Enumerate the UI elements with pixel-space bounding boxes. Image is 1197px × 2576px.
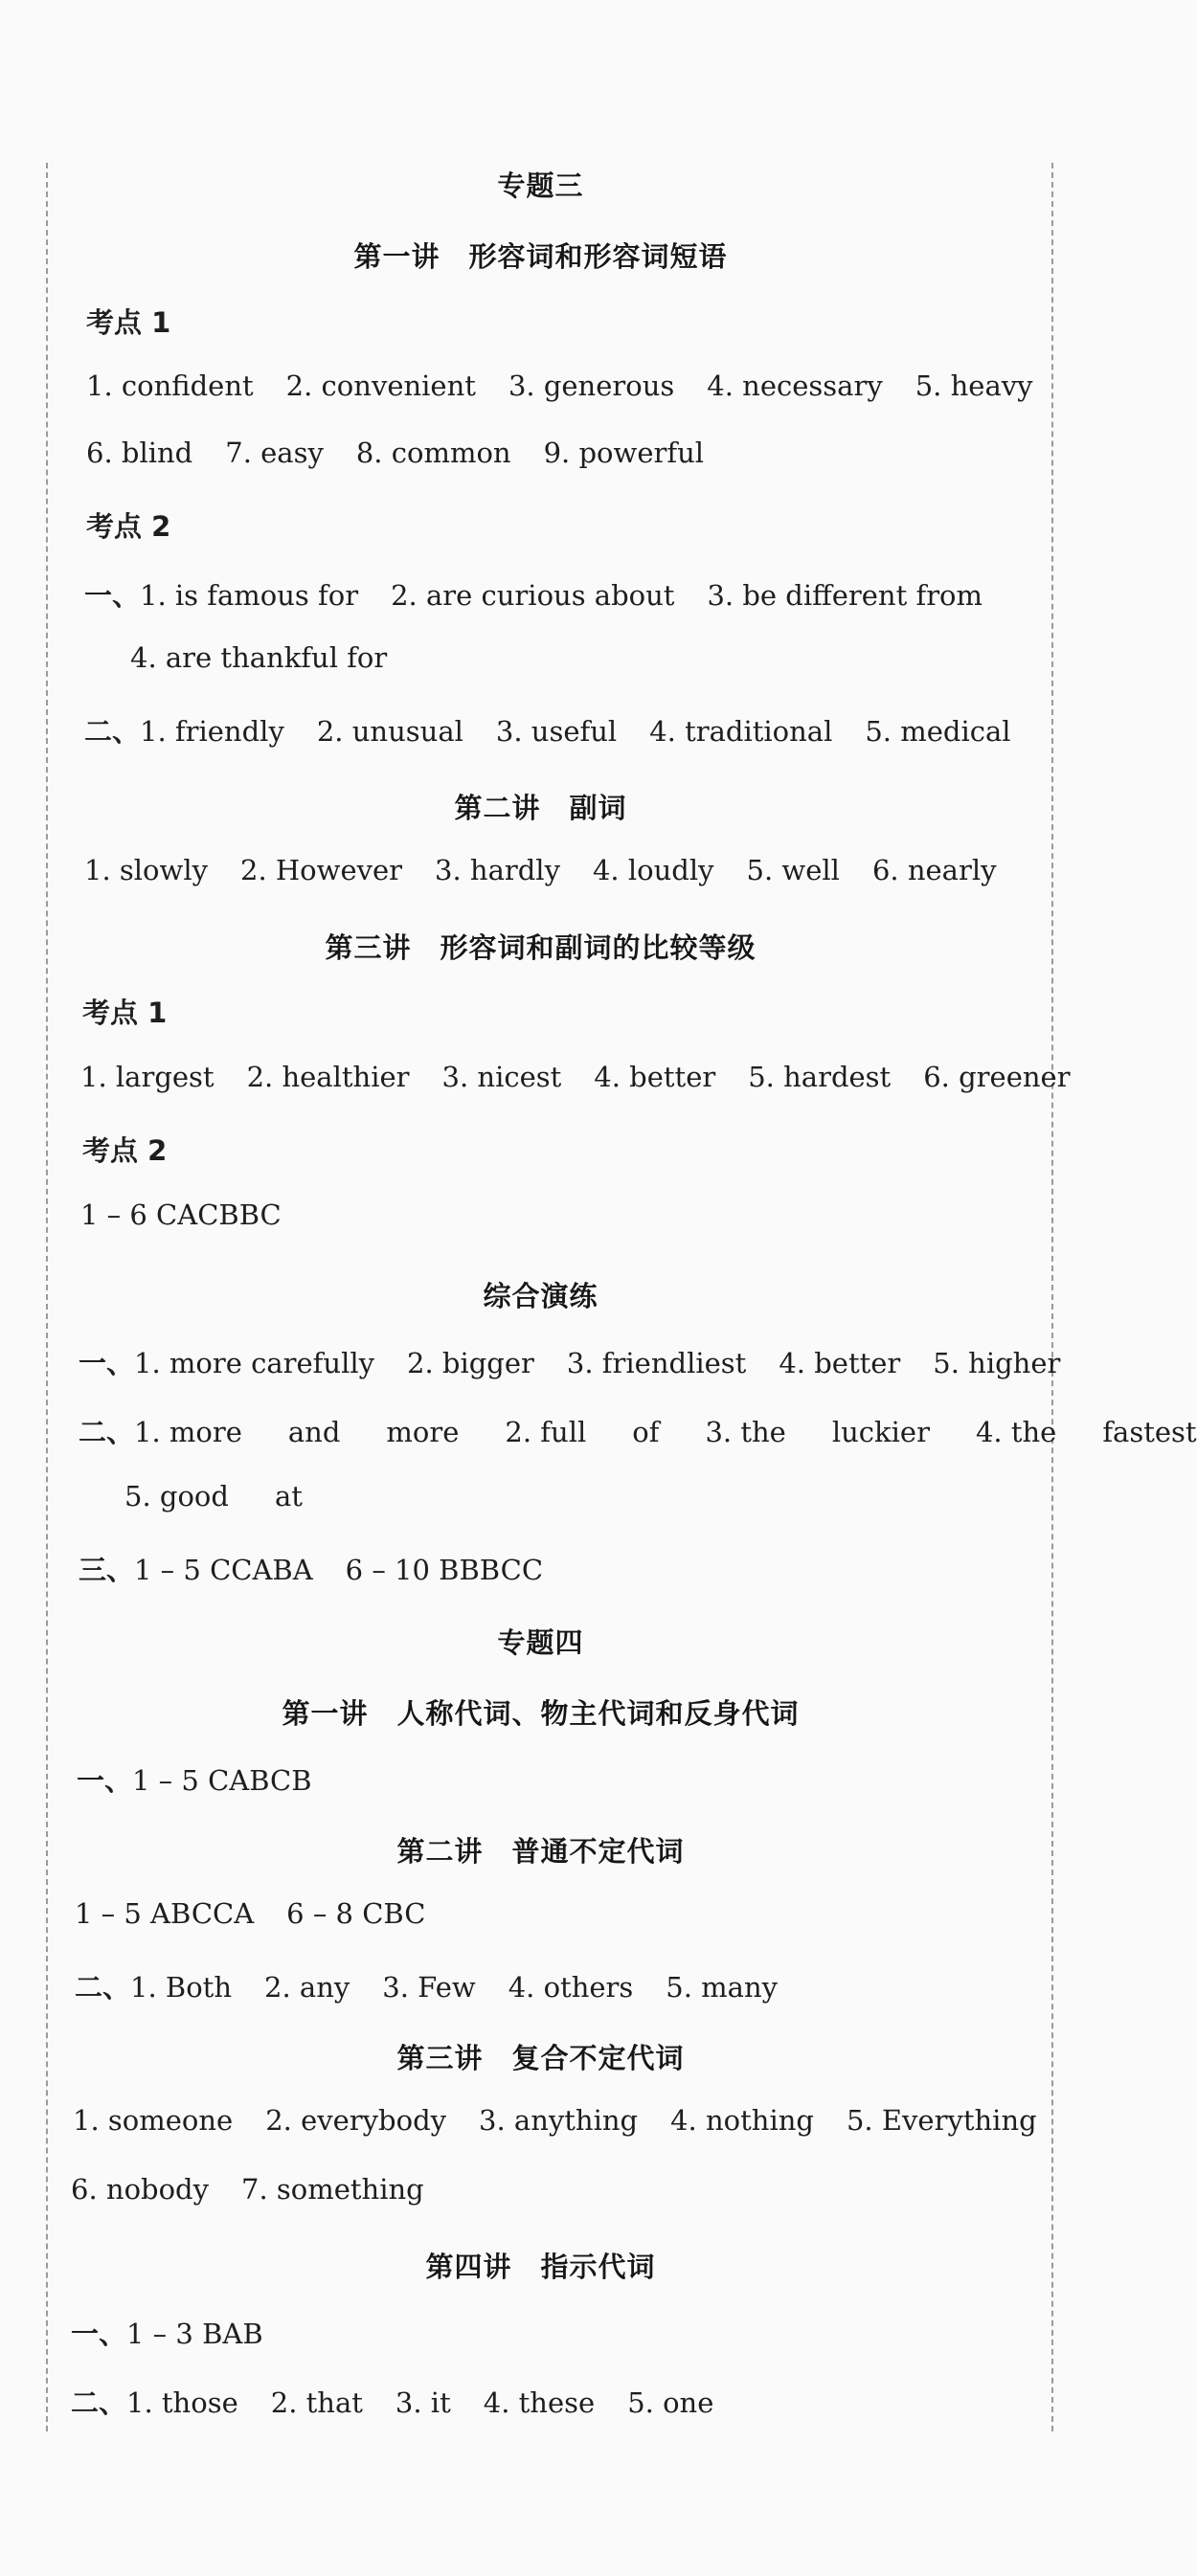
answer-item: 4. traditional [649,715,833,748]
answer-item: 2. convenient [285,370,476,402]
answer-item: 5. medical [865,715,1011,748]
section-prefix: 三、 [79,1554,135,1586]
answer-item: 2. everybody [265,2104,447,2137]
topic3-l3-kp2-row: 1 – 6 CACBBC [80,1198,282,1231]
answer-item: 3. the [705,1416,786,1448]
answer-item: 4. nothing [670,2104,814,2137]
answer-item: 1. slowly [84,854,208,886]
answer-item: 3. be different from [707,579,983,612]
answer-item: 6. blind [86,437,193,469]
topic4-l3-row2 [71,2173,424,2206]
answer-item: 6. nearly [871,854,997,886]
topic4-l1-part1 [77,1759,312,1799]
topic4-lesson2-title: 第二讲 普通不定代词 [396,1835,685,1868]
answer-item: 5. heavy [915,370,1033,402]
section-prefix: 一、 [77,1764,133,1797]
answer-item: of [632,1416,660,1448]
answer-item: luckier [831,1416,930,1448]
answer-item: 6 – 8 CBC [286,1897,426,1930]
topic4-l2-part2 [75,1966,778,2005]
answer-item: 6 – 10 BBBCC [345,1554,544,1586]
topic4-l4-part2 [71,2382,713,2421]
answer-item: 4. better [779,1347,901,1379]
topic3-l1-kp2-part1-cont [130,641,387,674]
answer-item: 2. healthier [246,1061,410,1093]
topic3-l1-kp2-label: 考点 2 [86,510,171,543]
topic4-l4-part1 [71,2313,263,2352]
answer-item: 9. powerful [543,437,705,469]
answer-item: 3. useful [495,715,618,748]
topic4-l2-row [75,1897,425,1930]
section-prefix: 一、 [71,2318,127,2350]
topic4-title: 专题四 [497,1626,584,1659]
topic4-l3-row1 [73,2104,1037,2137]
topic3-l3-kp1-row [80,1061,1071,1093]
answer-item: 4. these [483,2386,596,2419]
topic3-l1-kp1-row1 [86,370,1033,402]
answer-item: 4. necessary [707,370,883,402]
topic3-practice-part2-cont [124,1480,303,1512]
topic3-l1-kp1-label: 考点 1 [86,306,171,339]
answer-item: 4. are thankful for [130,641,388,674]
topic4-lesson3-title: 第三讲 复合不定代词 [396,2042,685,2074]
answer-item: 1. confident [86,370,254,402]
answer-item: 3. anything [479,2104,639,2137]
section-prefix: 一、 [79,1347,135,1379]
answer-item: more [386,1416,460,1448]
answer-item: 3. nicest [441,1061,562,1093]
answer-item: 1. largest [80,1061,215,1093]
topic4-lesson1-title: 第一讲 人称代词、物主代词和反身代词 [282,1697,800,1730]
section-prefix: 二、 [84,715,141,748]
topic3-l2-row [84,854,996,886]
answer-item: 1. more carefully [134,1347,375,1379]
answer-item: 7. something [241,2173,424,2206]
answer-item: 4. loudly [592,854,714,886]
answer-item: 4. others [508,1971,634,2004]
answer-item: 3. generous [508,370,675,402]
topic3-lesson1-title: 第一讲 形容词和形容词短语 [353,240,728,273]
answer-item: 2. unusual [316,715,463,748]
section-prefix: 二、 [75,1971,131,2004]
answer-item: 2. are curious about [391,579,675,612]
answer-item: 5. higher [933,1347,1061,1379]
answer-item: 1 – 5 CABCB [132,1764,312,1797]
answer-item: 1. is famous for [140,579,359,612]
answer-item: 4. better [594,1061,716,1093]
topic3-practice-part2 [79,1411,1197,1450]
answer-item: 1. those [126,2386,238,2419]
topic3-practice-part1 [79,1342,1060,1381]
answer-item: 5. hardest [748,1061,892,1093]
answer-item: 4. the [975,1416,1057,1448]
answer-item: 3. it [395,2386,451,2419]
section-prefix: 二、 [79,1416,135,1448]
topic3-lesson2-title: 第二讲 副词 [454,792,627,824]
answer-item: 5. well [746,854,840,886]
answer-item: 5. Everything [846,2104,1037,2137]
topic3-l3-kp1-label: 考点 1 [82,997,168,1029]
answer-item: 2. that [270,2386,363,2419]
answer-item: at [274,1480,303,1512]
answer-item: 7. easy [225,437,324,469]
answer-item: 1 – 3 BAB [126,2318,263,2350]
answer-item: and [287,1416,341,1448]
answer-item: 5. many [666,1971,779,2004]
topic3-l1-kp2-part1 [84,574,982,614]
topic3-lesson3-title: 第三讲 形容词和副词的比较等级 [325,931,757,964]
topic3-l3-kp2-label: 考点 2 [82,1134,168,1167]
answer-item: 3. friendliest [566,1347,747,1379]
answer-item: 2. any [264,1971,350,2004]
answer-item: 5. one [627,2386,714,2419]
topic4-lesson4-title: 第四讲 指示代词 [425,2251,656,2283]
answer-item: 1 – 5 CCABA [134,1554,313,1586]
answer-item: 2. full [505,1416,587,1448]
answer-item: 5. good [124,1480,229,1512]
answer-item: 2. However [240,854,403,886]
answer-item: 1. more [134,1416,242,1448]
answer-item: 1. Both [130,1971,233,2004]
answer-item: 3. Few [382,1971,476,2004]
answer-item: fastest [1102,1416,1197,1448]
topic3-practice-title: 综合演练 [483,1280,598,1312]
answer-item: 8. common [355,437,511,469]
answer-item: 1. friendly [140,715,284,748]
section-prefix: 一、 [84,579,141,612]
topic3-l1-kp2-part2 [84,710,1011,750]
answer-item: 1. someone [73,2104,234,2137]
topic3-title: 专题三 [497,169,584,202]
answer-item: 2. bigger [407,1347,534,1379]
answer-item: 6. greener [923,1061,1071,1093]
topic3-practice-part3 [79,1549,543,1588]
topic3-l1-kp1-row2 [86,437,704,469]
answer-item: 3. hardly [435,854,560,886]
section-prefix: 二、 [71,2386,127,2419]
answer-item: 1 – 5 ABCCA [75,1897,255,1930]
answer-item: 6. nobody [71,2173,209,2206]
